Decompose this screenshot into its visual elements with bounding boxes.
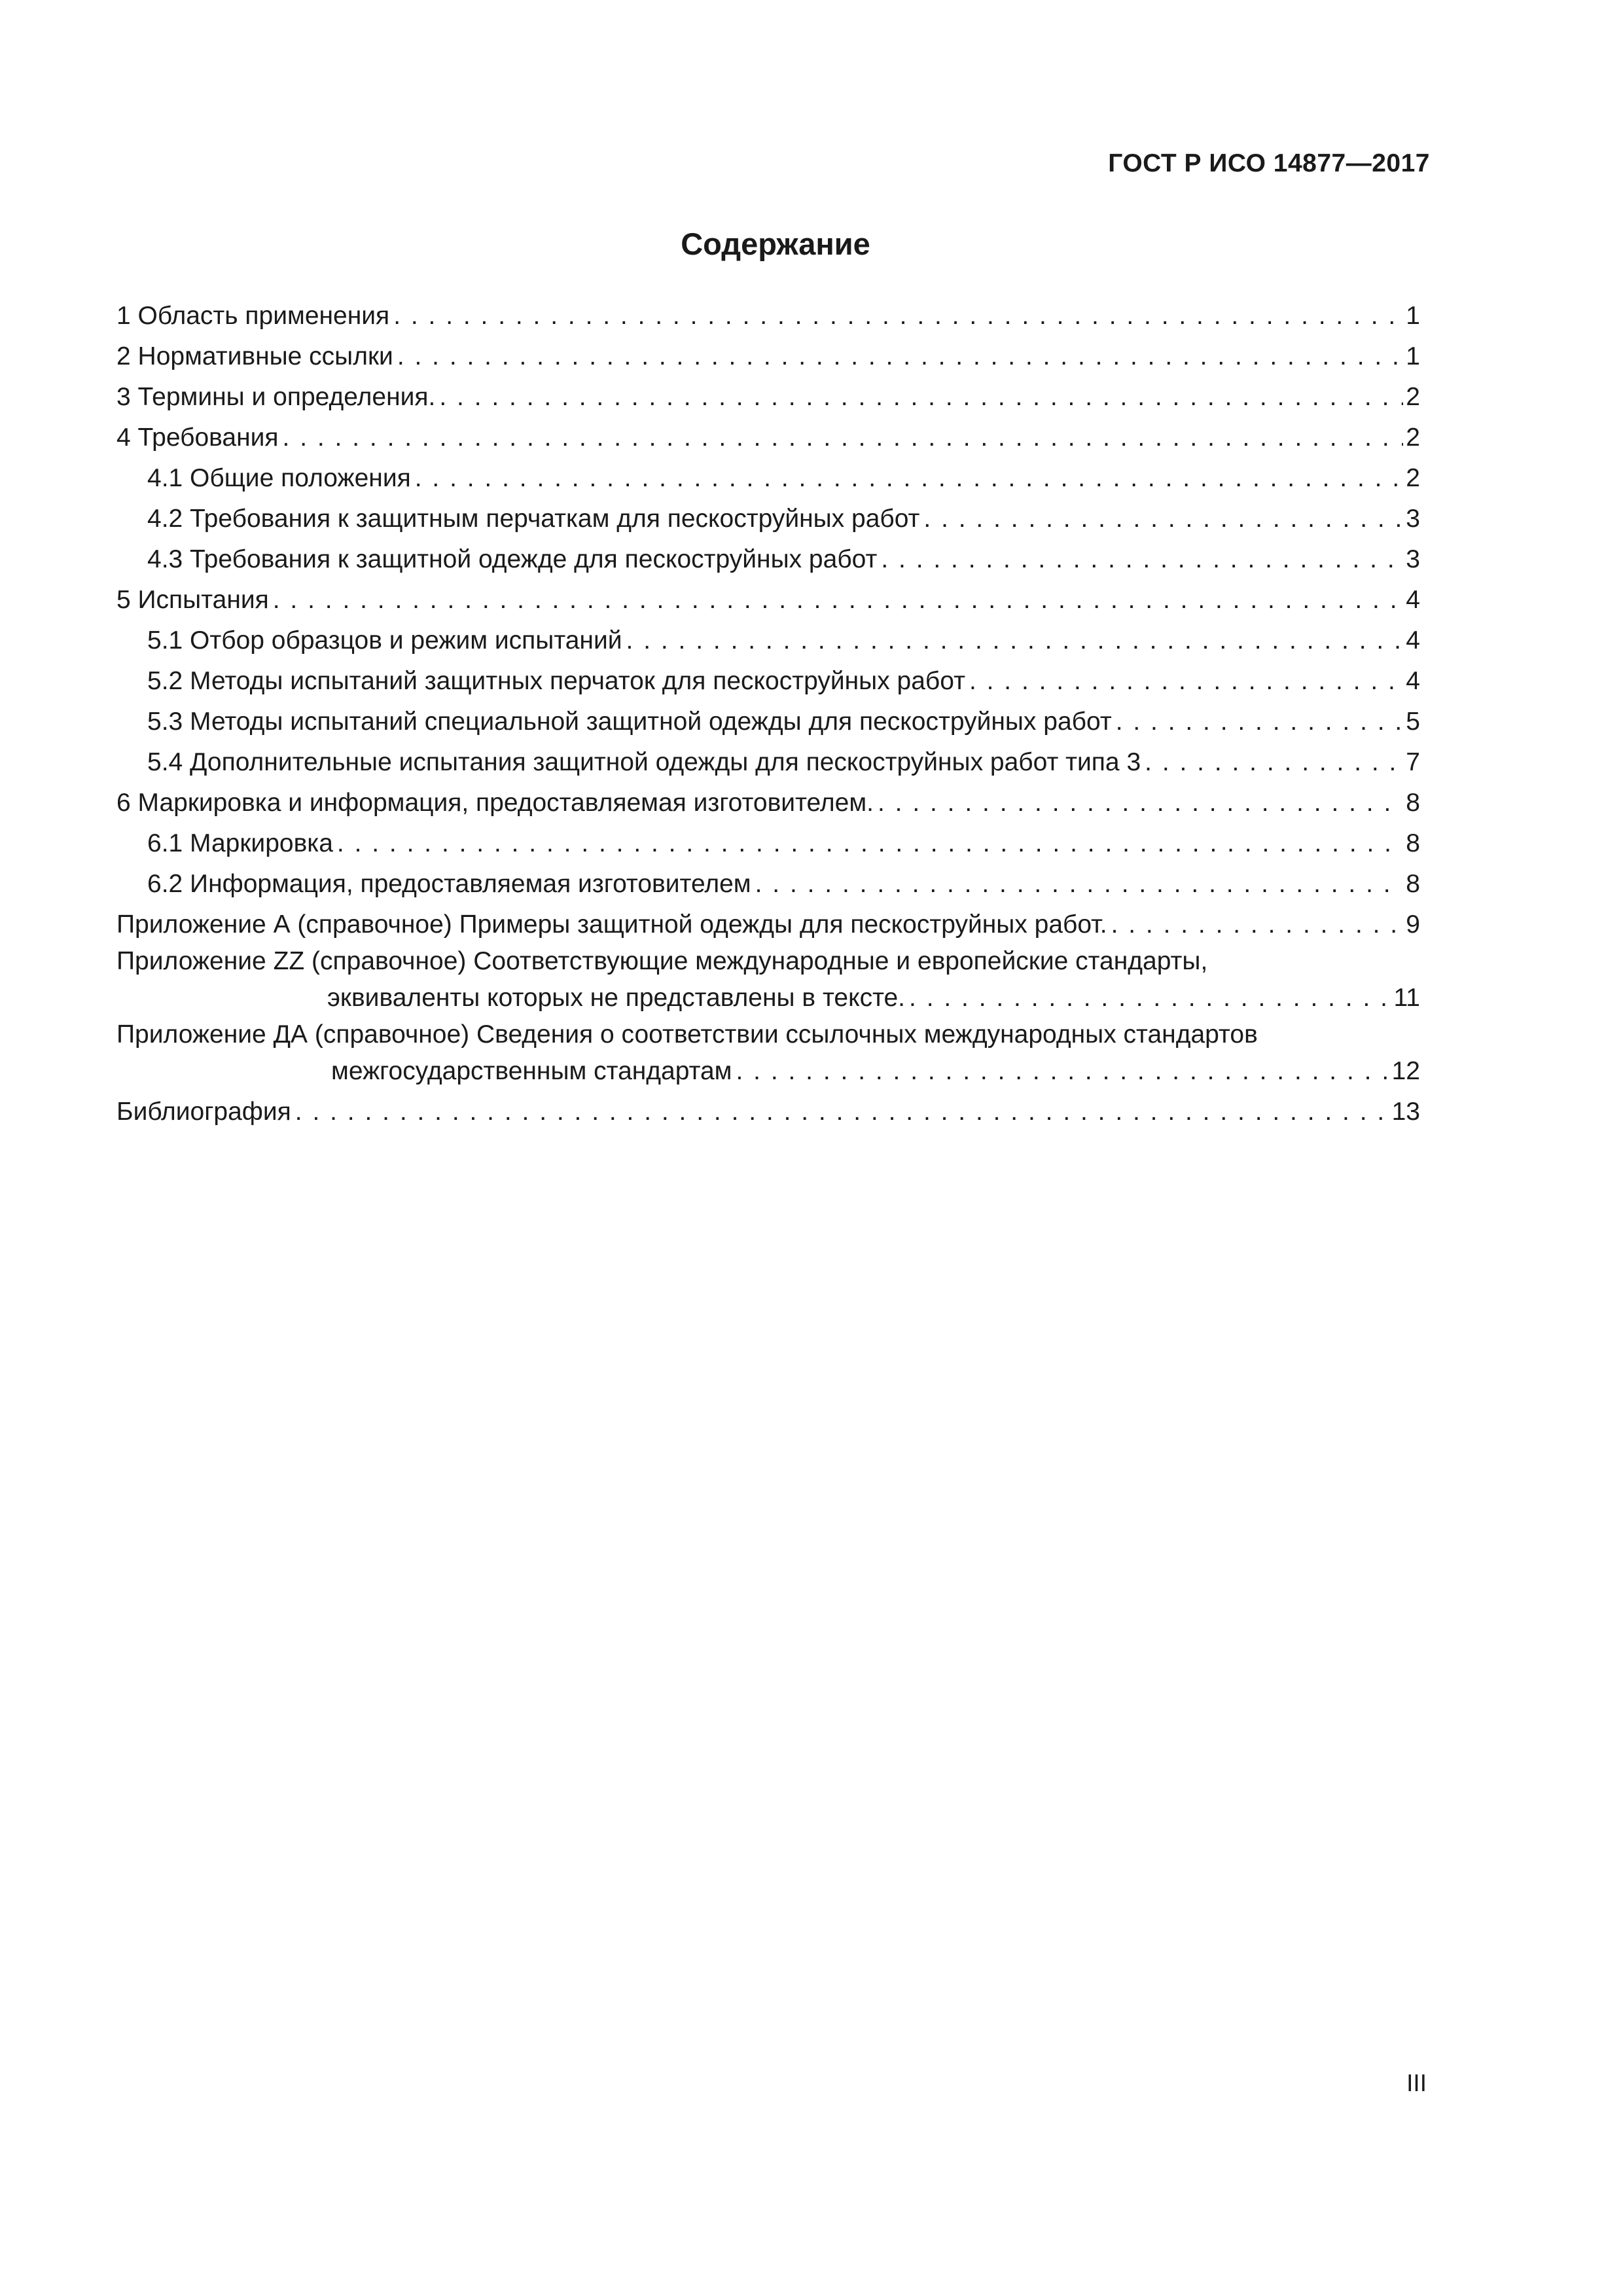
dot-leader [295, 1092, 1389, 1132]
toc-entry-text: 5 Испытания [116, 586, 269, 614]
toc-entry-appendix-a[interactable] [116, 905, 1420, 945]
toc-page-number: 2 [1406, 464, 1420, 492]
toc-page-number: 7 [1406, 748, 1420, 776]
toc-entry-text: 6 Маркировка и информация, предоставляемая изготовителем. [116, 789, 874, 817]
toc-entry-text: 1 Область применения [116, 302, 390, 330]
toc-entry-text: 4 Требования [116, 423, 279, 452]
toc-entry-text: 4.1 Общие положения [147, 464, 411, 492]
dot-leader [881, 539, 1403, 580]
toc-page-number: 4 [1406, 586, 1420, 614]
toc-entry-text: 3 Термины и определения. [116, 383, 436, 411]
toc-entry-4-3[interactable] [116, 539, 1420, 580]
toc-page-number: 8 [1406, 829, 1420, 857]
toc-entry-5-2[interactable] [116, 661, 1420, 702]
toc-page-number: 3 [1406, 545, 1420, 573]
dot-leader [337, 823, 1403, 864]
document-code: ГОСТ Р ИСО 14877—2017 [1108, 149, 1430, 177]
toc-entry-5-1[interactable] [116, 620, 1420, 661]
toc-entry-4-2[interactable] [116, 499, 1420, 539]
toc-page-number: 5 [1406, 708, 1420, 736]
dot-leader [415, 458, 1404, 499]
toc-entry-6-2[interactable] [116, 864, 1420, 905]
toc-page-number: 3 [1406, 505, 1420, 533]
toc-entry-6-1[interactable] [116, 823, 1420, 864]
toc-entry-text: Приложение ДА (справочное) Сведения о соответствии ссылочных международных стандартов [116, 1020, 1258, 1049]
dot-leader [273, 580, 1404, 620]
dot-leader [755, 864, 1404, 905]
toc-entry-5-4[interactable] [116, 742, 1420, 783]
dot-leader [397, 336, 1403, 377]
toc-entry-4-1[interactable] [116, 458, 1420, 499]
dot-leader [909, 978, 1391, 1018]
toc-page-number: 11 [1393, 984, 1420, 1012]
toc-page-number: 13 [1391, 1098, 1420, 1126]
toc-entry-text: 5.4 Дополнительные испытания защитной одежды для пескоструйных работ типа 3 [147, 748, 1141, 776]
dot-leader [626, 620, 1404, 661]
toc-entry-1[interactable] [116, 296, 1420, 336]
dot-leader [439, 377, 1403, 418]
dot-leader [1145, 742, 1403, 783]
toc-entry-line [116, 945, 1420, 978]
toc-entry-text-continued: межгосударственным стандартам [331, 1057, 732, 1085]
toc-entry-bibliography[interactable] [116, 1092, 1420, 1132]
toc-page-number: 8 [1406, 870, 1420, 898]
toc-page-number: 12 [1391, 1057, 1420, 1085]
toc-entry-line [116, 1018, 1420, 1051]
dot-leader [736, 1051, 1389, 1092]
toc-entry-text: 5.3 Методы испытаний специальной защитной одежды для пескоструйных работ [147, 708, 1112, 736]
dot-leader [1116, 702, 1404, 742]
toc-page-number: 2 [1406, 383, 1420, 411]
toc-page-number: 1 [1406, 302, 1420, 330]
dot-leader [1111, 905, 1404, 945]
toc-page-number: 4 [1406, 626, 1420, 655]
toc-page-number: 1 [1406, 342, 1420, 370]
toc-entry-4[interactable] [116, 418, 1420, 458]
toc-entry-text: 4.3 Требования к защитной одежде для пескоструйных работ [147, 545, 878, 573]
toc-page-number: 4 [1406, 667, 1420, 695]
toc-entry-text: Приложение А (справочное) Примеры защитной одежды для пескоструйных работ. [116, 910, 1107, 939]
toc-entry-text: Библиография [116, 1098, 291, 1126]
toc-title: Содержание [681, 226, 870, 261]
toc-entry-text: Приложение ZZ (справочное) Соответствующие международные и европейские стандарты, [116, 947, 1208, 975]
toc-entry-appendix-da[interactable] [116, 1018, 1420, 1092]
toc-entry-2[interactable] [116, 336, 1420, 377]
toc-entry-6[interactable] [116, 783, 1420, 823]
table-of-contents [116, 296, 1420, 1132]
toc-entry-5-3[interactable] [116, 702, 1420, 742]
toc-entry-5[interactable] [116, 580, 1420, 620]
toc-page-number: 2 [1406, 423, 1420, 452]
toc-entry-appendix-zz[interactable] [116, 945, 1420, 1018]
toc-entry-text: 5.2 Методы испытаний защитных перчаток для пескоструйных работ [147, 667, 965, 695]
dot-leader [393, 296, 1403, 336]
toc-entry-text: 6.2 Информация, предоставляемая изготовителем [147, 870, 751, 898]
dot-leader [878, 783, 1403, 823]
toc-entry-text: 2 Нормативные ссылки [116, 342, 393, 370]
dot-leader [283, 418, 1404, 458]
toc-entry-text-continued: эквиваленты которых не представлены в тексте. [327, 984, 906, 1012]
toc-entry-3[interactable] [116, 377, 1420, 418]
toc-page-number: 8 [1406, 789, 1420, 817]
toc-entry-text: 4.2 Требования к защитным перчаткам для пескоструйных работ [147, 505, 920, 533]
page-number-footer: III [1406, 2070, 1427, 2096]
dot-leader [969, 661, 1403, 702]
toc-entry-line [116, 978, 1420, 1018]
dot-leader [923, 499, 1403, 539]
toc-entry-text: 6.1 Маркировка [147, 829, 333, 857]
toc-page-number: 9 [1406, 910, 1420, 939]
toc-entry-text: 5.1 Отбор образцов и режим испытаний [147, 626, 622, 655]
toc-entry-line [116, 1051, 1420, 1092]
